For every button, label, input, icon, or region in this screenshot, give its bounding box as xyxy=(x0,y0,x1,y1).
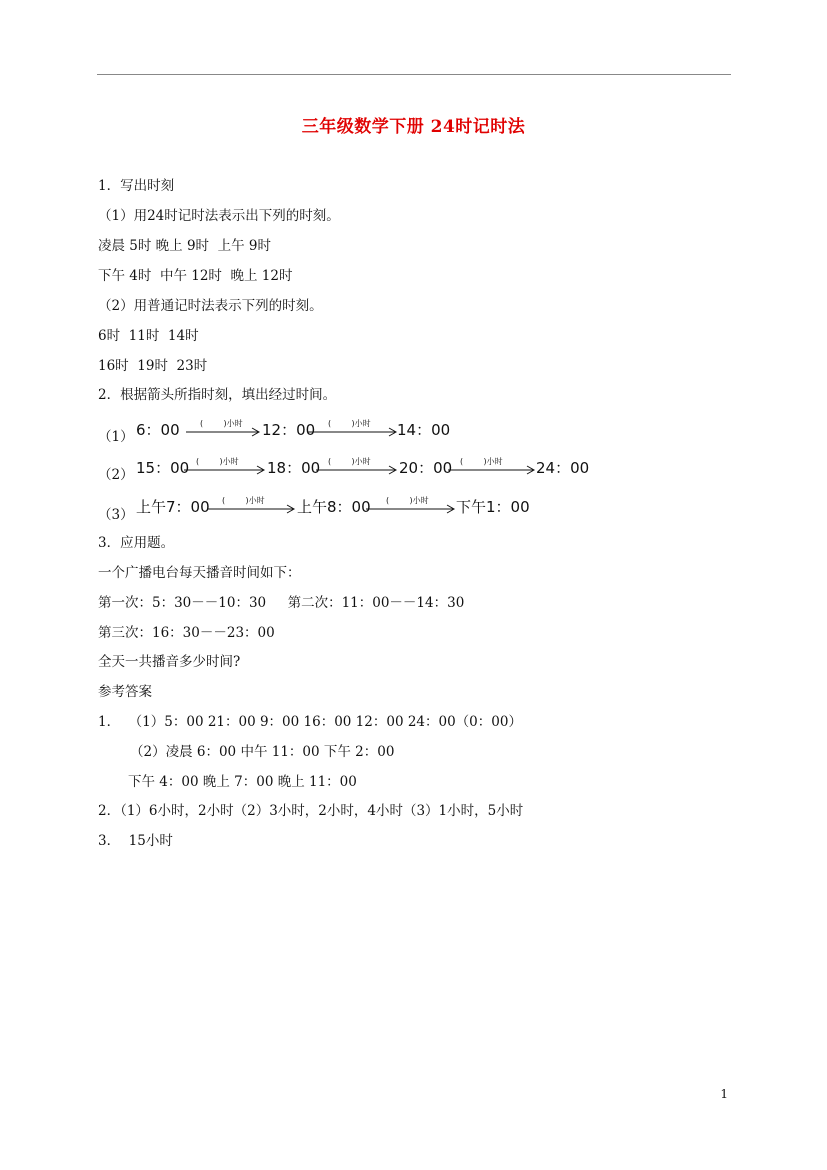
arrow-caption: ( )小时 xyxy=(222,496,265,505)
timeline-arrow xyxy=(308,419,398,441)
timeline-arrow xyxy=(316,457,398,479)
arrow-caption: ( )小时 xyxy=(200,419,243,428)
question-3-schedule-a: 第一次：5：30－－10：30 第二次：11：00－－14：30 xyxy=(98,595,465,611)
question-1-part-1-row-a: 凌晨 5时 晚上 9时 上午 9时 xyxy=(98,238,272,254)
timeline-time: 18：00 xyxy=(267,459,321,477)
answer-1-part-3: 下午 4：00 晚上 7：00 晚上 11：00 xyxy=(128,774,357,790)
arrow-caption: ( )小时 xyxy=(460,457,503,466)
arrow-caption: ( )小时 xyxy=(196,457,239,466)
arrow-caption: ( )小时 xyxy=(328,457,371,466)
timeline-arrow xyxy=(186,419,262,441)
timeline-time: 20：00 xyxy=(399,459,453,477)
timeline-time: 14：00 xyxy=(397,421,451,439)
timeline-time: 上午8：00 xyxy=(297,498,371,516)
timeline-2 xyxy=(98,457,618,487)
question-3-ask: 全天一共播音多少时间? xyxy=(98,654,241,670)
question-1-part-1-row-b: 下午 4时 中午 12时 晚上 12时 xyxy=(98,268,293,284)
answer-2: 2．（1）6小时，2小时（2）3小时，2小时，4小时（3）1小时，5小时 xyxy=(98,803,524,819)
timeline-arrow xyxy=(184,457,266,479)
header-rule xyxy=(97,74,731,75)
answer-3: 3． 15小时 xyxy=(98,833,173,849)
timeline-time: 12：00 xyxy=(262,421,316,439)
timeline-time: 24：00 xyxy=(536,459,590,477)
timeline-label: （2） xyxy=(98,467,134,483)
question-1-part-2-row-a: 6时 11时 14时 xyxy=(98,328,199,344)
question-2: 2．根据箭头所指时刻，填出经过时间。 xyxy=(98,387,337,403)
timeline-time: 上午7：00 xyxy=(136,498,210,516)
timeline-arrow xyxy=(448,457,536,479)
timeline-time: 6：00 xyxy=(136,421,180,439)
question-3-intro: 一个广播电台每天播音时间如下： xyxy=(98,565,301,581)
page-title: 三年级数学下册 24时记时法 xyxy=(301,117,526,137)
timeline-time: 15：00 xyxy=(136,459,190,477)
timeline-arrow xyxy=(366,496,456,518)
timeline-arrow xyxy=(208,496,296,518)
arrow-caption: ( )小时 xyxy=(328,419,371,428)
timeline-label: （3） xyxy=(98,507,134,523)
page-number: 1 xyxy=(720,1087,728,1101)
question-3-schedule-b: 第三次：16：30－－23：00 xyxy=(98,625,275,641)
answers-heading: 参考答案 xyxy=(98,684,152,700)
question-1-part-2-row-b: 16时 19时 23时 xyxy=(98,358,208,374)
question-3: 3．应用题。 xyxy=(98,535,175,551)
answer-1-part-1: 1． （1）5：00 21：00 9：00 16：00 12：00 24：00（0：00） xyxy=(98,714,522,730)
answer-1-part-2: （2）凌晨 6：00 中午 11：00 下午 2：00 xyxy=(130,744,395,760)
timeline-time: 下午1：00 xyxy=(456,498,530,516)
question-1: 1．写出时刻 xyxy=(98,178,175,194)
question-1-part-1: （1）用24时记时法表示出下列的时刻。 xyxy=(98,208,340,224)
question-1-part-2: （2）用普通记时法表示下列的时刻。 xyxy=(98,298,323,314)
timeline-1 xyxy=(98,419,618,449)
timeline-3 xyxy=(98,496,618,526)
timeline-label: （1） xyxy=(98,429,134,445)
arrow-caption: ( )小时 xyxy=(386,496,429,505)
